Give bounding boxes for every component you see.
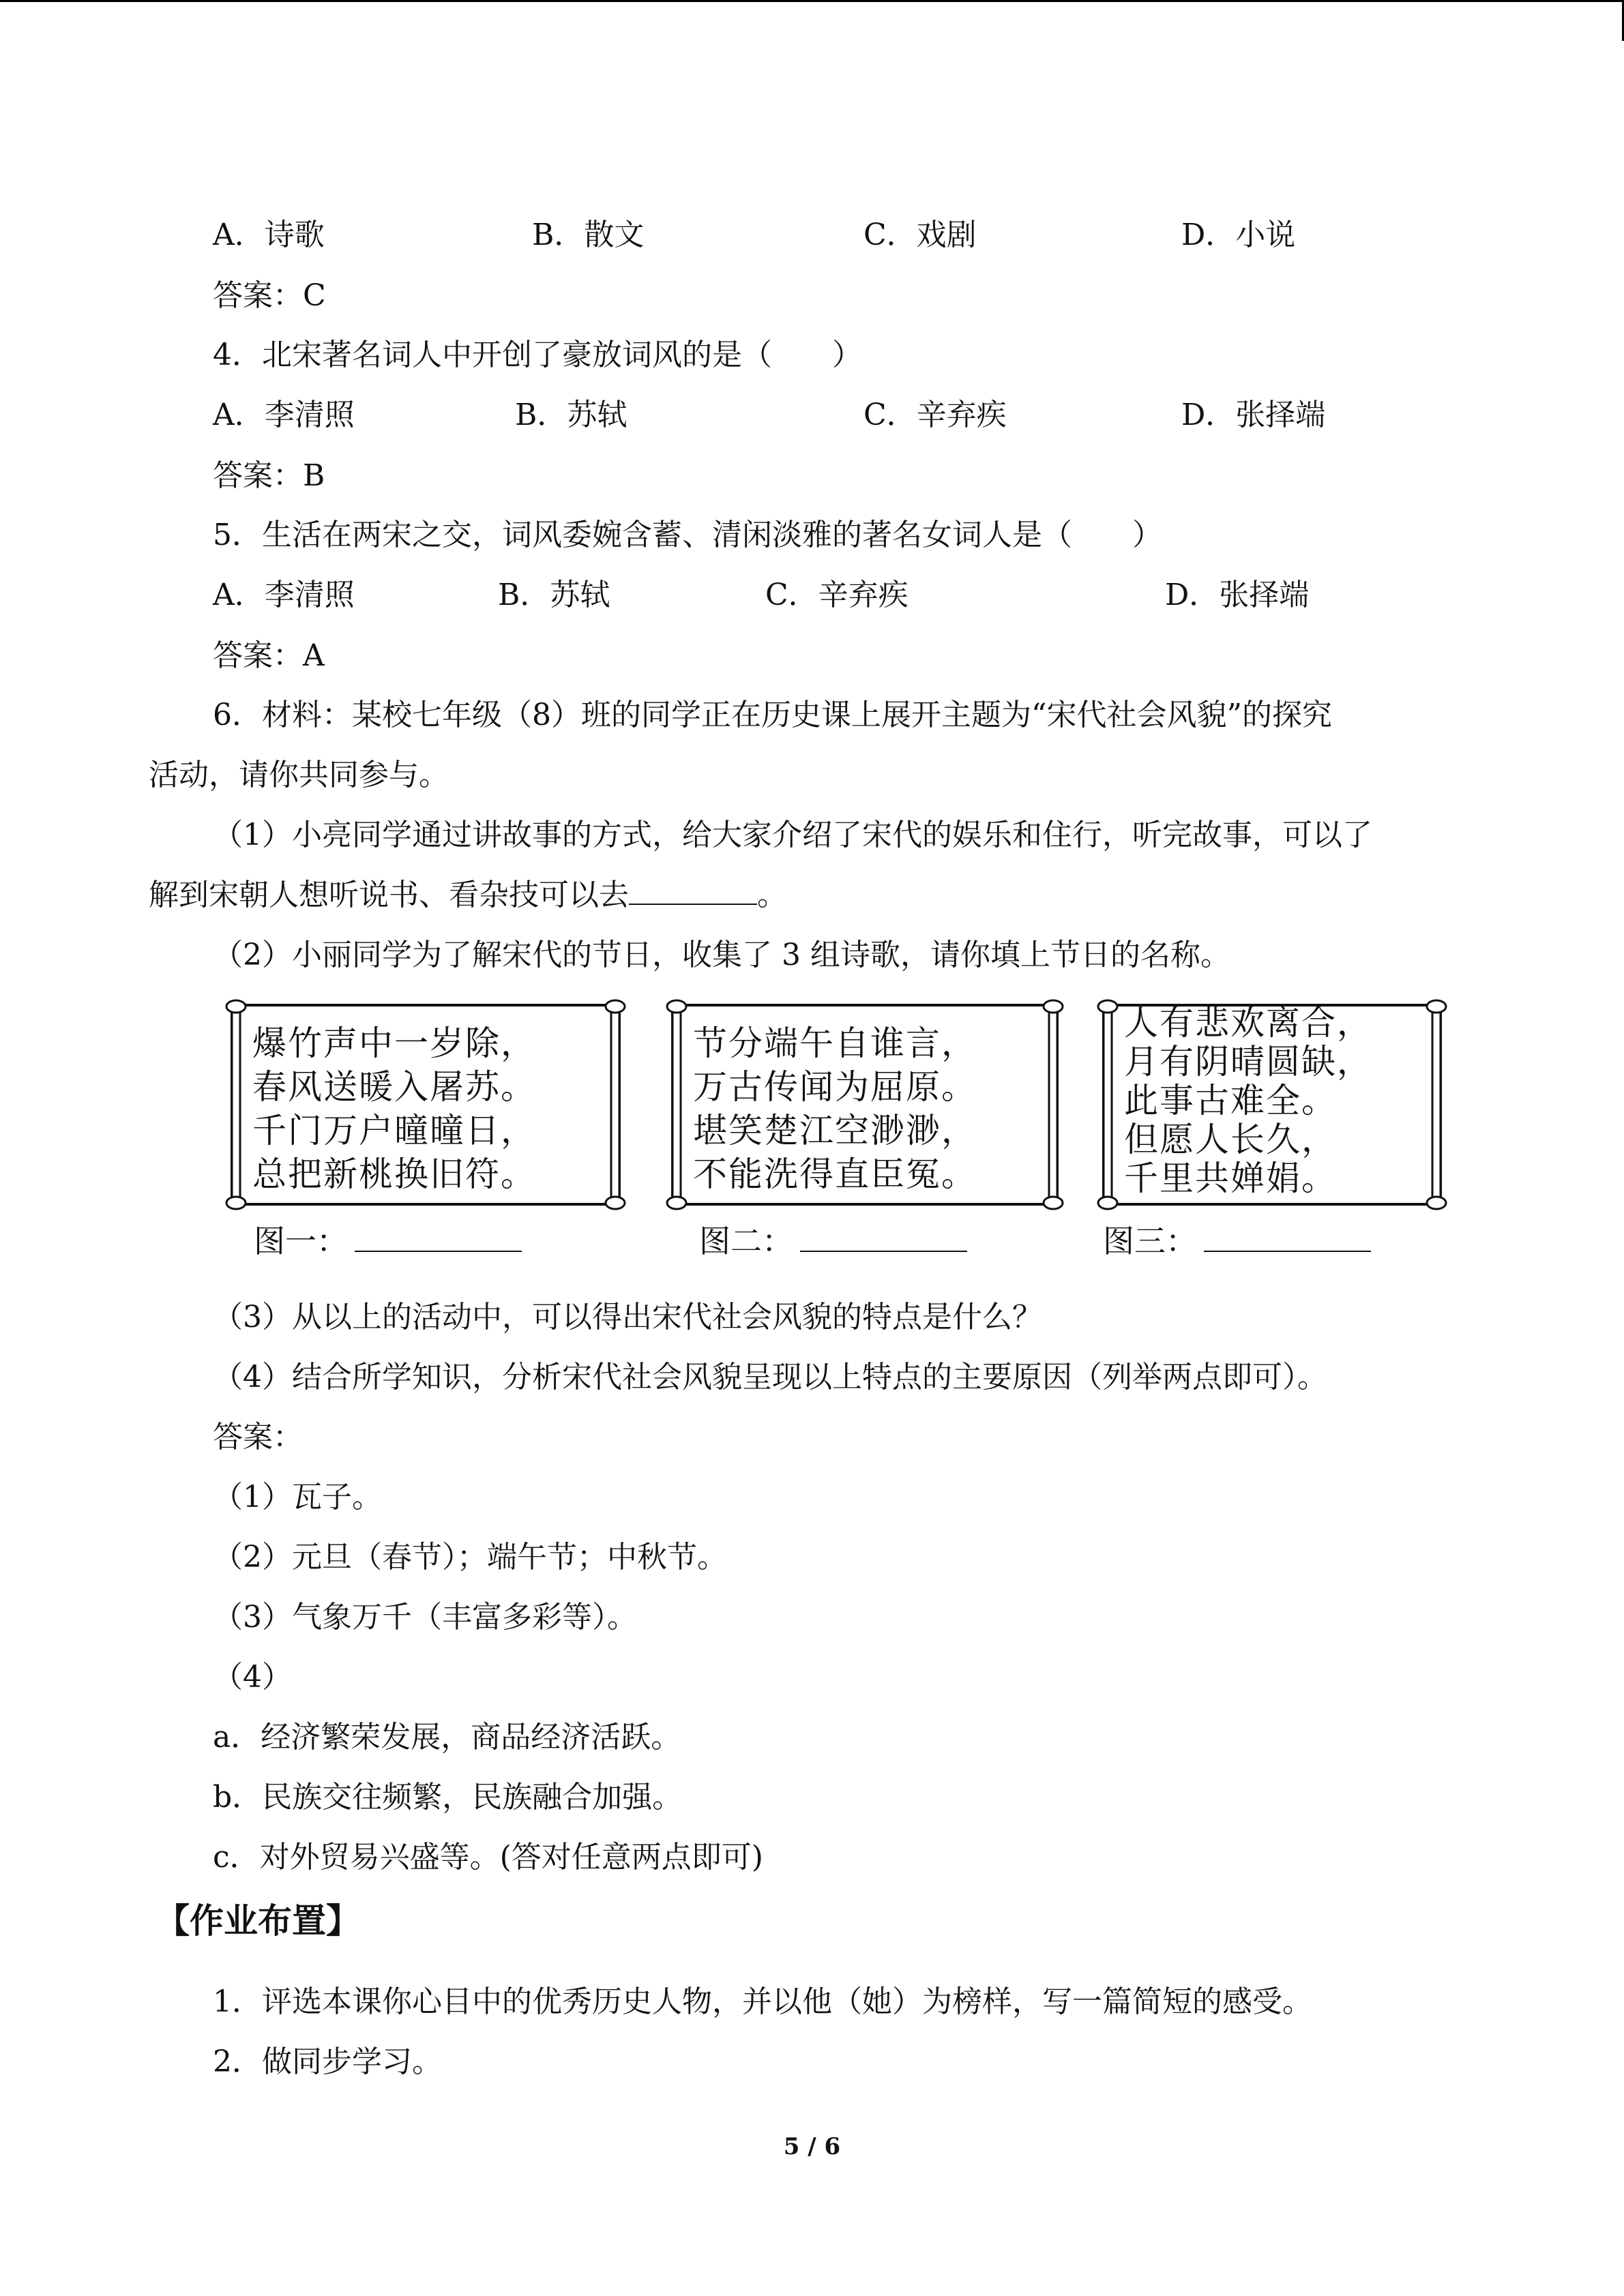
homework-item: 1．评选本课你心目中的优秀历史人物，并以他（她）为榜样，写一篇简短的感受。 [213, 1984, 1312, 2019]
poem-1-line: 千门万户曈曈日， [252, 1111, 536, 1150]
q6-answer-line: （3）气象万千（丰富多彩等）。 [213, 1600, 637, 1635]
poem-2-line: 节分端午自谁言， [693, 1024, 977, 1063]
q6-stem-line2: 活动，请你共同参与。 [149, 758, 449, 792]
q3-option-c: C．戏剧 [863, 218, 977, 252]
poem-1-line: 春风送暖入屠苏。 [252, 1067, 536, 1107]
q6-answer-line: （1）瓦子。 [213, 1480, 382, 1515]
poem-3-line: 人有悲欢离合， [1124, 1003, 1372, 1043]
q6-sub1-line1: （1）小亮同学通过讲故事的方式，给大家介绍了宋代的娱乐和住行，听完故事，可以了 [213, 818, 1372, 852]
scroll-figure-1 [220, 997, 632, 1212]
poem-3-line: 千里共婵娟。 [1124, 1159, 1337, 1198]
q6-sub1-end: 。 [757, 878, 787, 912]
figure-2-blank[interactable] [800, 1221, 967, 1252]
q4-stem: 4．北宋著名词人中开创了豪放词风的是（ ） [213, 338, 862, 372]
q6-answer-line: （2）元旦（春节）；端午节；中秋节。 [213, 1540, 727, 1575]
q3-answer: 答案：C [213, 278, 326, 313]
q4-option-d: D．张择端 [1181, 398, 1326, 432]
poem-1-line: 总把新桃换旧符。 [252, 1154, 536, 1194]
q5-option-d: D．张择端 [1165, 578, 1310, 612]
homework-item: 2．做同步学习。 [213, 2044, 442, 2079]
scroll-figure-2 [660, 997, 1069, 1212]
scroll-figure-3 [1091, 997, 1453, 1212]
poem-1-line: 爆竹声中一岁除， [252, 1024, 536, 1063]
q3-option-b: B．散文 [532, 218, 645, 252]
q5-option-b: B．苏轼 [498, 578, 610, 612]
page-number: 5 / 6 [783, 2133, 841, 2160]
poem-3-line: 月有阴晴圆缺， [1124, 1042, 1372, 1082]
poem-3-line: 此事古难全。 [1124, 1081, 1337, 1120]
poem-3 [1124, 1004, 1372, 1198]
poem-2-line: 堪笑楚江空渺渺， [693, 1111, 977, 1150]
q4-option-b: B．苏轼 [515, 398, 628, 432]
q5-option-c: C．辛弃疾 [765, 578, 909, 612]
q4-answer: 答案：B [213, 458, 325, 493]
figure-1-blank[interactable] [355, 1221, 522, 1252]
q5-option-a: A．李清照 [213, 578, 355, 612]
q6-answer-line: c．对外贸易兴盛等。(答对任意两点即可) [213, 1840, 763, 1875]
figure-3-caption: 图三： [1103, 1223, 1197, 1259]
poem-2-line: 不能洗得直臣冤。 [693, 1154, 977, 1194]
figure-3-label [1103, 1221, 1371, 1262]
q3-option-a: A．诗歌 [213, 218, 325, 252]
q5-stem: 5．生活在两宋之交，词风委婉含蓄、清闲淡雅的著名女词人是（ ） [213, 518, 1162, 552]
q5-answer: 答案：A [213, 638, 325, 673]
top-border [0, 0, 1624, 2]
poem-3-line: 但愿人长久， [1124, 1120, 1337, 1159]
homework-title: 【作业布置】 [156, 1901, 360, 1941]
figure-2-label [699, 1221, 967, 1262]
q4-option-a: A．李清照 [213, 398, 355, 432]
q6-sub3: （3）从以上的活动中，可以得出宋代社会风貌的特点是什么？ [213, 1300, 1042, 1335]
q6-sub1-text: 解到宋朝人想听说书、看杂技可以去 [149, 878, 629, 912]
poem-2-line: 万古传闻为屈原。 [693, 1067, 977, 1107]
q6-answer-line: b．民族交往频繁，民族融合加强。 [213, 1780, 683, 1815]
q4-option-c: C．辛弃疾 [863, 398, 1007, 432]
q6-sub1-line2 [149, 875, 787, 916]
poem-1 [252, 1022, 536, 1196]
figure-1-caption: 图一： [254, 1223, 348, 1259]
q6-sub2: （2）小丽同学为了解宋代的节日，收集了 3 组诗歌，请你填上节日的名称。 [213, 938, 1230, 972]
figure-1-label [254, 1221, 522, 1262]
q6-stem-line1: 6．材料：某校七年级（8）班的同学正在历史课上展开主题为“宋代社会风貌”的探究 [213, 698, 1332, 732]
figure-2-caption: 图二： [699, 1223, 793, 1259]
figure-3-blank[interactable] [1204, 1221, 1371, 1252]
q6-sub4: （4）结合所学知识，分析宋代社会风貌呈现以上特点的主要原因（列举两点即可）。 [213, 1360, 1327, 1395]
q6-answer-label: 答案： [213, 1420, 303, 1455]
poem-2 [693, 1022, 977, 1196]
q6-answer-line: （4） [213, 1660, 292, 1695]
q6-answer-line: a．经济繁荣发展，商品经济活跃。 [213, 1720, 681, 1755]
q3-option-d: D．小说 [1181, 218, 1296, 252]
q6-sub1-blank[interactable] [629, 876, 757, 905]
